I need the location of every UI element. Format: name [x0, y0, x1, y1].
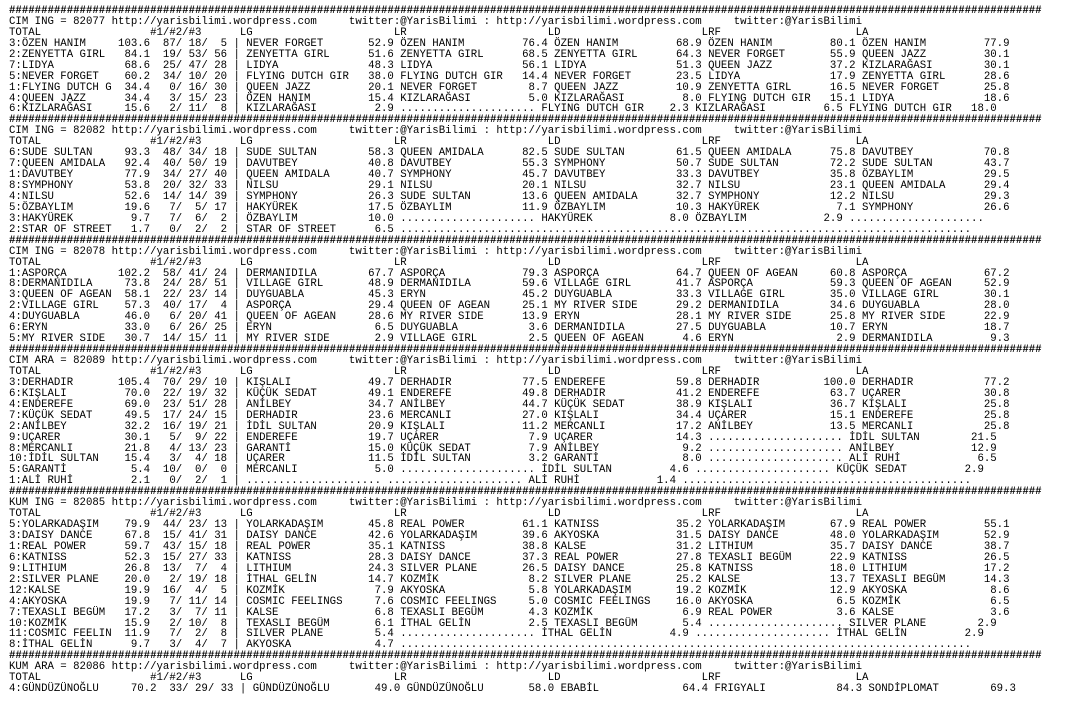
horse-row-line: 7:LIDYA 68.6 25/ 47/ 28 | LIDYA 48.3 LIDYA 56.1 LIDYA 51.3 QUEEN JAZZ 37.2 KIZLARAĞASI 30.1: [9, 59, 1010, 72]
horse-row-line: 3:DERHADIR 105.4 70/ 29/ 10 | KIŞLALI 49.7 DERHADIR 77.5 ENDEREFE 59.8 DERHADIR 100.0 DERHADIR 77.2: [9, 376, 1010, 389]
horse-row-line: 6:KATNISS 52.3 15/ 27/ 33 | KATNISS 28.3 DAISY DANCE 37.3 REAL POWER 27.8 TEXASLI BEGÜM 22.9 KATNISS 26.5: [9, 551, 1010, 564]
horse-row-line: 1:REAL POWER 59.7 43/ 15/ 18 | REAL POWER 35.1 KATNISS 38.8 KALSE 31.2 LITHIUM 35.7 DAISY DANCE 38.7: [9, 540, 1010, 553]
horse-row-line: 4:GÜNDÜZÜNOĞLU 70.2 33/ 29/ 33 | GÜNDÜZÜNOĞLU 49.0 GÜNDÜZÜNOĞLU 58.0 EBABİL 64.4 FRIGYALI 84.3 SONDİPLOMAT 69.3: [9, 683, 1016, 696]
column-header-line: TOTAL #1/#2/#3 LG LR LD LRF LA: [9, 508, 869, 521]
column-header-line: TOTAL #1/#2/#3 LG LR LD LRF LA: [9, 365, 869, 378]
horse-row-line: 3:QUEEN OF AGEAN 58.1 22/ 23/ 14 | DUYGUABLA 45.3 ERYN 45.2 DUYGUABLA 33.3 VILLAGE GIRL 35.0 VILLAGE GIRL 30.1: [9, 289, 1010, 302]
horse-row-line: 4:QUEEN JAZZ 34.4 3/ 15/ 23 | ÖZEN HANIM 15.4 KIZLARAĞASI 5.0 KIZLARAĞASI 8.0 FLYING DUTCH GIR 15.1 LIDYA 18.6: [9, 92, 1010, 105]
horse-row-line: 1:FLYING DUTCH G 34.4 0/ 16/ 30 | QUEEN JAZZ 20.1 NEVER FORGET 8.7 QUEEN JAZZ 10.9 ZENYETTA GIRL 16.5 NEVER FORGET 25.8: [9, 81, 1010, 94]
horse-row-line: 7:KÜÇÜK SEDAT 49.5 17/ 24/ 15 | DERHADIR 23.6 MERCANLI 27.0 KIŞLALI 34.4 UÇARER 15.1 ENDEREFE 25.8: [9, 409, 1010, 422]
horse-row-line: 1:DAVUTBEY 77.9 34/ 27/ 40 | QUEEN AMIDALA 40.7 SYMPHONY 45.7 DAVUTBEY 33.3 DAVUTBEY 35.8 ÖZBAYLIM 29.5: [9, 169, 1010, 182]
separator-line: #################################################################################################################################################################: [9, 486, 1042, 499]
horse-row-line: 10:KOZMİK 15.9 2/ 10/ 8 | TEXASLI BEGÜM 6.1 İTHAL GELİN 2.5 TEXASLI BEGÜM 5.4 ..................... SILVER PLANE 2.9: [9, 617, 997, 630]
horse-row-line: 4:ENDEREFE 69.0 23/ 51/ 28 | ANİLBEY 34.7 ANİLBEY 44.7 KÜÇÜK SEDAT 38.9 KIŞLALI 36.7 KIŞLALI 25.8: [9, 398, 1010, 411]
horse-row-line: 5:YOLARKADAŞIM 79.9 44/ 23/ 13 | YOLARKADAŞIM 45.8 REAL POWER 61.1 KATNISS 35.2 YOLARKADAŞIM 67.9 REAL POWER 55.1: [9, 519, 1010, 532]
column-header-line: TOTAL #1/#2/#3 LG LR LD LRF LA: [9, 672, 869, 685]
race-header-line: CIM ARA = 82089 http://yarisbilimi.wordpress.com twitter:@YarisBilimi : http://yarisbilimi.wordpress.com twitter:@YarisBilimi: [9, 355, 863, 367]
horse-row-line: 4:DUYGUABLA 46.0 6/ 20/ 41 | QUEEN OF AGEAN 28.6 MY RIVER SIDE 13.9 ERYN 28.1 MY RIVER SIDE 25.8 MY RIVER SIDE 22.9: [9, 311, 1010, 324]
horse-row-line: 2:ZENYETTA GIRL 84.1 19/ 53/ 56 | ZENYETTA GIRL 51.6 ZENYETTA GIRL 68.5 ZENYETTA GIRL 64.3 NEVER FORGET 55.9 QUEEN JAZZ 30.1: [9, 48, 1010, 61]
horse-row-line: 5:ÖZBAYLIM 19.6 7/ 5/ 17 | HAKYÜREK 17.5 ÖZBAYLIM 11.9 ÖZBAYLIM 10.3 HAKYÜREK 7.1 SYMPHONY 26.6: [9, 201, 1010, 214]
horse-row-line: 1:ASPORÇA 102.2 58/ 41/ 24 | DERMANIDILA 67.7 ASPORÇA 79.3 ASPORÇA 64.7 QUEEN OF AGEAN 60.8 ASPORÇA 67.2: [9, 267, 1010, 280]
horse-row-line: 3:HAKYÜREK 9.7 7/ 6/ 2 | ÖZBAYLIM 10.0 ..................... HAKYÜREK 8.0 ÖZBAYLIM 2.9 .....................: [9, 212, 984, 225]
horse-row-line: 2:ANİLBEY 32.2 16/ 19/ 21 | İDİL SULTAN 20.9 KIŞLALI 11.2 MERCANLI 17.2 ANİLBEY 13.5 MERCANLI 25.8: [9, 420, 1010, 433]
separator-line: #################################################################################################################################################################: [9, 5, 1042, 17]
horse-row-line: 7:TEXASLI BEGÜM 17.2 3/ 7/ 11 | KALSE 6.8 TEXASLI BEGÜM 4.3 KOZMİK 6.9 REAL POWER 3.6 KALSE 3.6: [9, 606, 1010, 619]
horse-row-line: 6:SUDE SULTAN 93.3 48/ 34/ 18 | SUDE SULTAN 58.3 QUEEN AMIDALA 82.5 SUDE SULTAN 61.5 QUEEN AMIDALA 75.8 DAVUTBEY 70.8: [9, 147, 1010, 160]
horse-row-line: 2:STAR OF STREET 1.7 0/ 2/ 2 | STAR OF STREET 6.5 .........................................................................................: [9, 223, 972, 236]
horse-row-line: 2:VILLAGE GIRL 57.3 40/ 17/ 4 | ASPORÇA 29.4 QUEEN OF AGEAN 25.1 MY RIVER SIDE 29.2 DERMANIDILA 34.6 DUYGUABLA 28.0: [9, 300, 1010, 313]
horse-row-line: 5:MY RIVER SIDE 30.7 14/ 15/ 11 | MY RIVER SIDE 2.9 VILLAGE GIRL 2.5 QUEEN OF AGEAN 4.6 ERYN 2.9 DERMANIDILA 9.3: [9, 333, 1010, 346]
column-header-line: TOTAL #1/#2/#3 LG LR LD LRF LA: [9, 256, 869, 269]
race-header-line: CIM ING = 82077 http://yarisbilimi.wordpress.com twitter:@YarisBilimi : http://yarisbilimi.wordpress.com twitter:@YarisBilimi: [9, 15, 863, 28]
horse-row-line: 12:KALSE 19.9 16/ 4/ 5 | KOZMİK 7.9 AKYOSKA 5.8 YOLARKADAŞIM 19.2 KOZMİK 12.9 AKYOSKA 8.6: [9, 584, 1010, 597]
horse-row-line: 6:KIŞLALI 70.0 22/ 19/ 32 | KÜÇÜK SEDAT 49.1 ENDEREFE 49.8 DERHADIR 41.2 ENDEREFE 63.7 UÇARER 30.8: [9, 387, 1010, 400]
horse-row-line: 3:DAISY DANCE 67.8 15/ 41/ 31 | DAISY DANCE 42.6 YOLARKADAŞIM 39.6 AKYOSKA 31.5 DAISY DANCE 48.0 YOLARKADAŞIM 52.9: [9, 530, 1010, 542]
horse-row-line: 3:ÖZEN HANIM 103.6 87/ 18/ 5 | NEVER FORGET 52.9 ÖZEN HANIM 76.4 ÖZEN HANIM 68.9 ÖZEN HANIM 80.1 ÖZEN HANIM 77.9: [9, 37, 1010, 50]
horse-row-line: 5:NEVER FORGET 60.2 34/ 10/ 20 | FLYING DUTCH GIR 38.0 FLYING DUTCH GIR 14.4 NEVER FORGET 23.5 LIDYA 17.9 ZENYETTA GIRL 28.6: [9, 70, 1010, 83]
separator-line: #################################################################################################################################################################: [9, 650, 1042, 663]
race-header-line: KUM ARA = 82086 http://yarisbilimi.wordpress.com twitter:@YarisBilimi : http://yarisbilimi.wordpress.com twitter:@YarisBilimi: [9, 661, 863, 674]
horse-row-line: 11:COSMIC FEELIN 11.9 7/ 2/ 8 | SILVER PLANE 5.4 ..................... İTHAL GELİN 4.9 ..................... İTHAL GELİN 2.9: [9, 628, 984, 641]
horse-row-line: 1:ALİ RUHİ 2.1 0/ 2/ 1 | ..................... ..................... ALİ RUHİ 1.4 .............................................: [9, 475, 972, 488]
horse-row-line: 5:GARANTİ 5.4 10/ 0/ 0 | MERCANLI 5.0 ..................... İDİL SULTAN 4.6 ..................... KÜÇÜK SEDAT 2.9: [9, 464, 984, 477]
separator-line: #################################################################################################################################################################: [9, 344, 1042, 357]
horse-row-line: 8:SYMPHONY 53.8 20/ 32/ 33 | NILSU 29.1 NILSU 20.1 NILSU 32.7 NILSU 23.1 QUEEN AMIDALA 29.4: [9, 180, 1010, 192]
race-header-line: CIM ING = 82078 http://yarisbilimi.wordpress.com twitter:@YarisBilimi : http://yarisbilimi.wordpress.com twitter:@YarisBilimi: [9, 245, 863, 258]
horse-row-line: 2:SILVER PLANE 20.0 2/ 19/ 18 | İTHAL GELİN 14.7 KOZMİK 8.2 SILVER PLANE 25.2 KALSE 13.7 TEXASLI BEGÜM 14.3: [9, 573, 1010, 586]
horse-row-line: 6:KIZLARAĞASI 15.6 2/ 11/ 8 | KIZLARAĞASI 2.9 ..................... FLYING DUTCH GIR 2.3 KIZLARAĞASI 6.5 FLYING DUTCH GIR 18.0: [9, 103, 997, 116]
horse-row-line: 9:LITHIUM 26.8 13/ 7/ 4 | LITHIUM 24.3 SILVER PLANE 26.5 DAISY DANCE 25.8 KATNISS 18.0 LITHIUM 17.2: [9, 562, 1010, 575]
separator-line: #################################################################################################################################################################: [9, 234, 1042, 247]
horse-row-line: 4:AKYOSKA 19.9 7/ 11/ 14 | COSMIC FEELINGS 7.6 COSMIC FEELINGS 5.0 COSMIC FEELINGS 16.0 AKYOSKA 6.5 KOZMİK 6.5: [9, 595, 1010, 608]
horse-row-line: 7:QUEEN AMIDALA 92.4 40/ 50/ 19 | DAVUTBEY 40.8 DAVUTBEY 55.3 SYMPHONY 50.7 SUDE SULTAN 72.2 SUDE SULTAN 43.7: [9, 158, 1010, 171]
horse-row-line: 8:İTHAL GELİN 9.7 3/ 4/ 7 | AKYOSKA 4.7 .........................................................................................: [9, 639, 972, 652]
horse-row-line: 6:ERYN 33.0 6/ 26/ 25 | ERYN 6.5 DUYGUABLA 3.6 DERMANIDILA 27.5 DUYGUABLA 10.7 ERYN 18.7: [9, 322, 1010, 335]
race-header-line: KUM ING = 82085 http://yarisbilimi.wordpress.com twitter:@YarisBilimi : http://yarisbilimi.wordpress.com twitter:@YarisBilimi: [9, 497, 863, 510]
horse-row-line: 4:NILSU 52.6 14/ 14/ 39 | SYMPHONY 26.3 SUDE SULTAN 13.6 QUEEN AMIDALA 32.7 SYMPHONY 12.2 NILSU 29.3: [9, 190, 1010, 203]
horse-row-line: 8:DERMANIDILA 73.8 24/ 28/ 51 | VILLAGE GIRL 48.9 DERMANIDILA 59.6 VILLAGE GIRL 41.7 ASPORÇA 59.3 QUEEN OF AGEAN 52.9: [9, 278, 1010, 291]
horse-row-line: 8:MERCANLI 21.8 4/ 13/ 23 | GARANTİ 15.0 KÜÇÜK SEDAT 7.9 ANİLBEY 9.2 ..................... ANİLBEY 12.9: [9, 442, 997, 455]
horse-row-line: 9:UÇARER 30.1 5/ 9/ 22 | ENDEREFE 19.7 UÇARER 7.9 UÇARER 14.3 ..................... İDİL SULTAN 21.5: [9, 431, 997, 444]
column-header-line: TOTAL #1/#2/#3 LG LR LD LRF LA: [9, 26, 869, 39]
horse-row-line: 10:İDİL SULTAN 15.4 3/ 4/ 18 | UÇARER 11.5 İDİL SULTAN 3.2 GARANTİ 8.0 ..................... ALİ RUHİ 6.5: [9, 453, 997, 466]
race-header-line: CIM ING = 82082 http://yarisbilimi.wordpress.com twitter:@YarisBilimi : http://yarisbilimi.wordpress.com twitter:@YarisBilimi: [9, 125, 863, 138]
separator-line: #################################################################################################################################################################: [9, 114, 1042, 127]
column-header-line: TOTAL #1/#2/#3 LG LR LD LRF LA: [9, 136, 869, 149]
